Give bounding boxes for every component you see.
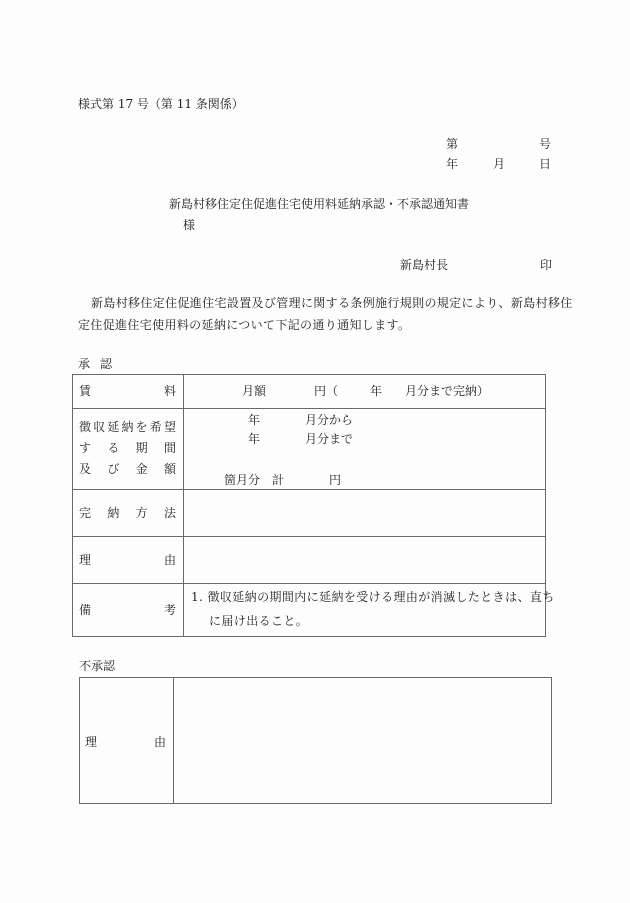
doc-number-suffix: 号 [539, 137, 552, 151]
seal-mark: 印 [540, 258, 553, 272]
addressee-suffix: 様 [183, 218, 196, 232]
period-from-year: 年 [248, 413, 261, 427]
rejection-heading: 不承認 [79, 659, 116, 673]
table-border-bottom [72, 636, 546, 637]
remarks-line2: に届け出ること。 [209, 614, 309, 628]
rejection-reason-label: 理 由 [85, 735, 166, 749]
remarks-label: 備 考 [79, 603, 176, 617]
table-column-divider [173, 677, 174, 804]
payment-method-label: 完 納 方 法 [79, 506, 176, 520]
row-divider [72, 408, 546, 409]
rent-month-paid-label: 月分まで完納） [405, 384, 490, 398]
row-divider [72, 536, 546, 537]
period-to-month: 月分まで [305, 432, 354, 446]
date-month: 月 [493, 157, 506, 171]
row-divider [72, 489, 546, 490]
body-text-line1: 新島村移住定住促進住宅設置及び管理に関する条例施行規則の規定により、新島村移住 [91, 296, 573, 310]
table-border-left [72, 374, 73, 637]
table-border-right [551, 677, 552, 804]
table-border-left [79, 677, 80, 804]
date-year: 年 [446, 157, 459, 171]
rent-monthly-label: 月額 [242, 384, 267, 398]
row-divider [72, 583, 546, 584]
table-border-bottom [79, 803, 552, 804]
doc-number-prefix: 第 [446, 137, 459, 151]
body-text-line2: 定住促進住宅使用料の延納について下記の通り通知します。 [78, 318, 411, 332]
period-label-line2: す る 期 間 [79, 441, 176, 455]
period-label-line1: 徴 収 延 納 を 希 望 [79, 420, 176, 434]
remarks-line1: 1. 徴収延納の期間内に延納を受ける理由が消滅したときは、直ち [191, 590, 555, 604]
table-border-top [72, 374, 546, 375]
table-border-top [79, 677, 552, 678]
period-from-month: 月分から [305, 413, 354, 427]
period-label-line3: 及 び 金 額 [79, 462, 176, 476]
approval-heading: 承 認 [78, 357, 113, 371]
document-title: 新島村移住定住促進住宅使用料延納承認・不承認通知書 [169, 197, 470, 211]
period-months-label: 箇月分 [224, 473, 261, 487]
form-number: 様式第 17 号（第 11 条関係） [78, 97, 244, 111]
issuer-name: 新島村長 [400, 258, 449, 272]
period-yen-label: 円 [329, 473, 342, 487]
date-day: 日 [539, 157, 552, 171]
rent-label: 賃 料 [79, 384, 176, 398]
rent-yen-label: 円（ [314, 384, 339, 398]
period-total-label: 計 [272, 473, 285, 487]
rent-year-label: 年 [370, 384, 383, 398]
table-column-divider [183, 374, 184, 637]
reason-label: 理 由 [79, 553, 176, 567]
period-to-year: 年 [248, 432, 261, 446]
